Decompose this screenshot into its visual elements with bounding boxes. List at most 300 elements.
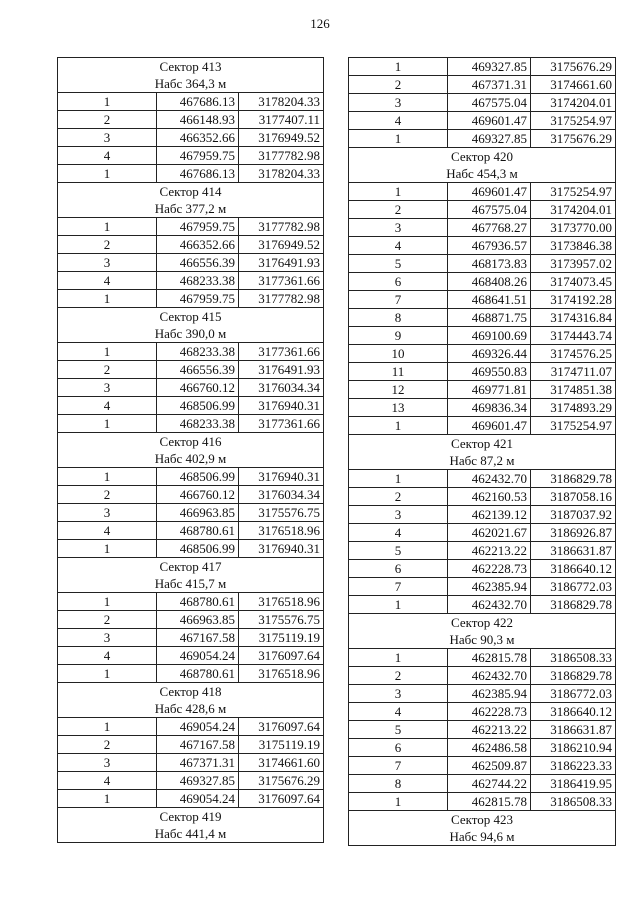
coord-y: 3176034.34 (239, 379, 324, 397)
coord-x: 462213.22 (448, 721, 531, 739)
point-number: 1 (58, 165, 157, 183)
sector-header-row (349, 811, 616, 829)
coordinate-row (349, 506, 616, 524)
coord-y: 3187058.16 (531, 488, 616, 506)
coordinate-row (349, 130, 616, 148)
coord-y: 3178204.33 (239, 165, 324, 183)
point-number: 8 (349, 309, 448, 327)
point-number: 4 (58, 522, 157, 540)
coord-y: 3186772.03 (531, 685, 616, 703)
coord-y: 3176940.31 (239, 540, 324, 558)
point-number: 2 (58, 486, 157, 504)
coord-x: 467167.58 (157, 736, 239, 754)
point-number: 1 (58, 665, 157, 683)
coordinate-row (349, 775, 616, 793)
coord-y: 3175676.29 (531, 58, 616, 76)
coord-y: 3186631.87 (531, 542, 616, 560)
coord-x: 462815.78 (448, 649, 531, 667)
point-number: 8 (349, 775, 448, 793)
coordinate-row (349, 327, 616, 345)
point-number: 2 (349, 201, 448, 219)
point-number: 2 (349, 76, 448, 94)
coord-y: 3187037.92 (531, 506, 616, 524)
coord-x: 466556.39 (157, 254, 239, 272)
coord-x: 468641.51 (448, 291, 531, 309)
coordinate-row (349, 596, 616, 614)
coord-x: 467936.57 (448, 237, 531, 255)
coord-x: 469550.83 (448, 363, 531, 381)
sector-title: Сектор 423 (349, 811, 616, 829)
coordinate-row (58, 468, 324, 486)
coord-x: 462432.70 (448, 470, 531, 488)
point-number: 3 (58, 379, 157, 397)
coord-y: 3174192.28 (531, 291, 616, 309)
point-number: 1 (58, 93, 157, 111)
coord-y: 3174661.60 (531, 76, 616, 94)
sector-title: Сектор 413 (58, 58, 324, 76)
coord-x: 466556.39 (157, 361, 239, 379)
sector-header-row (58, 450, 324, 468)
point-number: 3 (349, 506, 448, 524)
coord-y: 3177361.66 (239, 343, 324, 361)
point-number: 4 (58, 272, 157, 290)
coord-y: 3174893.29 (531, 399, 616, 417)
sector-title: Сектор 414 (58, 183, 324, 201)
sector-header-row (58, 808, 324, 826)
point-number: 3 (349, 685, 448, 703)
coord-x: 468506.99 (157, 468, 239, 486)
coord-y: 3175254.97 (531, 417, 616, 435)
coord-x: 462486.58 (448, 739, 531, 757)
coord-y: 3173770.00 (531, 219, 616, 237)
coord-x: 466760.12 (157, 379, 239, 397)
coord-y: 3174204.01 (531, 94, 616, 112)
coord-x: 466352.66 (157, 129, 239, 147)
sector-area: Набс 90,3 м (349, 631, 616, 649)
coordinate-row (349, 667, 616, 685)
point-number: 1 (349, 58, 448, 76)
point-number: 1 (58, 290, 157, 308)
coord-x: 466148.93 (157, 111, 239, 129)
sector-area: Набс 441,4 м (58, 825, 324, 843)
coord-x: 462432.70 (448, 667, 531, 685)
coord-x: 462385.94 (448, 685, 531, 703)
coord-y: 3186419.95 (531, 775, 616, 793)
coord-y: 3177407.11 (239, 111, 324, 129)
coordinate-row (349, 76, 616, 94)
coordinate-row (58, 290, 324, 308)
coord-y: 3186829.78 (531, 470, 616, 488)
sector-header-row (58, 325, 324, 343)
coordinate-row (58, 111, 324, 129)
point-number: 3 (58, 754, 157, 772)
sector-area: Набс 94,6 м (349, 828, 616, 846)
sector-header-row (58, 308, 324, 326)
coordinate-row (349, 649, 616, 667)
point-number: 2 (58, 611, 157, 629)
coordinate-row (58, 772, 324, 790)
coordinate-row (349, 309, 616, 327)
coordinate-row (58, 736, 324, 754)
coordinates-table-right (348, 57, 616, 846)
sector-title: Сектор 418 (58, 683, 324, 701)
sector-header-row (349, 452, 616, 470)
coordinate-row (349, 488, 616, 506)
coordinate-row (58, 754, 324, 772)
point-number: 1 (349, 470, 448, 488)
coordinate-row (349, 542, 616, 560)
coordinate-row (58, 397, 324, 415)
point-number: 2 (58, 236, 157, 254)
coord-x: 467167.58 (157, 629, 239, 647)
point-number: 4 (349, 703, 448, 721)
sector-area: Набс 454,3 м (349, 165, 616, 183)
coord-x: 468233.38 (157, 415, 239, 433)
sector-title: Сектор 415 (58, 308, 324, 326)
coordinate-row (349, 470, 616, 488)
point-number: 4 (58, 772, 157, 790)
coordinate-row (349, 219, 616, 237)
sector-header-row (58, 683, 324, 701)
coordinate-row (58, 379, 324, 397)
point-number: 2 (349, 488, 448, 506)
point-number: 4 (58, 397, 157, 415)
coord-y: 3186829.78 (531, 667, 616, 685)
coordinate-row (349, 291, 616, 309)
coord-y: 3175254.97 (531, 112, 616, 130)
point-number: 1 (58, 790, 157, 808)
coord-y: 3176518.96 (239, 665, 324, 683)
sector-title: Сектор 422 (349, 614, 616, 632)
point-number: 7 (349, 757, 448, 775)
point-number: 3 (58, 254, 157, 272)
coord-x: 462385.94 (448, 578, 531, 596)
coord-x: 469054.24 (157, 718, 239, 736)
coord-y: 3174073.45 (531, 273, 616, 291)
point-number: 9 (349, 327, 448, 345)
coord-y: 3176949.52 (239, 236, 324, 254)
sector-title: Сектор 417 (58, 558, 324, 576)
coord-x: 468506.99 (157, 397, 239, 415)
coord-y: 3176518.96 (239, 593, 324, 611)
coord-y: 3177782.98 (239, 218, 324, 236)
coordinate-row (349, 363, 616, 381)
coordinate-row (349, 685, 616, 703)
point-number: 2 (58, 736, 157, 754)
coordinate-row (349, 112, 616, 130)
coord-y: 3177782.98 (239, 147, 324, 165)
point-number: 1 (58, 343, 157, 361)
point-number: 1 (58, 540, 157, 558)
sector-header-row (58, 183, 324, 201)
point-number: 1 (58, 218, 157, 236)
coord-x: 467959.75 (157, 147, 239, 165)
point-number: 13 (349, 399, 448, 417)
coord-x: 466352.66 (157, 236, 239, 254)
point-number: 6 (349, 273, 448, 291)
sector-header-row (58, 558, 324, 576)
point-number: 1 (58, 468, 157, 486)
point-number: 5 (349, 255, 448, 273)
coordinate-row (58, 343, 324, 361)
point-number: 3 (349, 94, 448, 112)
coord-x: 469601.47 (448, 417, 531, 435)
coord-x: 469054.24 (157, 647, 239, 665)
coordinate-row (58, 236, 324, 254)
coord-x: 468780.61 (157, 522, 239, 540)
coord-y: 3175576.75 (239, 611, 324, 629)
coordinate-row (349, 201, 616, 219)
coord-y: 3174576.25 (531, 345, 616, 363)
point-number: 7 (349, 578, 448, 596)
coord-x: 467371.31 (157, 754, 239, 772)
coordinate-row (58, 361, 324, 379)
point-number: 10 (349, 345, 448, 363)
point-number: 6 (349, 560, 448, 578)
coord-x: 462228.73 (448, 560, 531, 578)
coord-x: 469054.24 (157, 790, 239, 808)
point-number: 4 (349, 524, 448, 542)
point-number: 2 (58, 361, 157, 379)
coordinate-row (58, 665, 324, 683)
coord-x: 468408.26 (448, 273, 531, 291)
point-number: 5 (349, 542, 448, 560)
coord-y: 3186223.33 (531, 757, 616, 775)
coord-y: 3177361.66 (239, 415, 324, 433)
coordinate-row (349, 381, 616, 399)
coordinate-row (58, 254, 324, 272)
point-number: 3 (58, 504, 157, 522)
point-number: 4 (349, 112, 448, 130)
point-number: 1 (349, 649, 448, 667)
coord-x: 468506.99 (157, 540, 239, 558)
coord-x: 468233.38 (157, 343, 239, 361)
coord-y: 3174443.74 (531, 327, 616, 345)
sector-header-row (349, 148, 616, 166)
sector-area: Набс 415,7 м (58, 575, 324, 593)
coordinate-row (58, 218, 324, 236)
coordinate-row (58, 147, 324, 165)
point-number: 2 (58, 111, 157, 129)
sector-header-row (349, 614, 616, 632)
coord-x: 462021.67 (448, 524, 531, 542)
coordinate-row (58, 647, 324, 665)
coordinate-row (349, 183, 616, 201)
sector-header-row (349, 165, 616, 183)
coord-x: 469327.85 (157, 772, 239, 790)
point-number: 11 (349, 363, 448, 381)
point-number: 12 (349, 381, 448, 399)
coord-y: 3176949.52 (239, 129, 324, 147)
sector-header-row (58, 700, 324, 718)
point-number: 3 (349, 219, 448, 237)
coord-y: 3186640.12 (531, 560, 616, 578)
coord-x: 468173.83 (448, 255, 531, 273)
coord-y: 3176518.96 (239, 522, 324, 540)
sector-area: Набс 390,0 м (58, 325, 324, 343)
coord-x: 469327.85 (448, 58, 531, 76)
coord-x: 467686.13 (157, 165, 239, 183)
coordinate-row (349, 793, 616, 811)
coord-y: 3175676.29 (239, 772, 324, 790)
coordinate-row (349, 757, 616, 775)
coord-y: 3176097.64 (239, 647, 324, 665)
coordinates-table-left (57, 57, 324, 843)
coord-x: 466963.85 (157, 611, 239, 629)
coord-x: 468780.61 (157, 665, 239, 683)
coordinate-row (58, 629, 324, 647)
coord-x: 467959.75 (157, 218, 239, 236)
point-number: 6 (349, 739, 448, 757)
coordinate-row (58, 415, 324, 433)
coordinate-row (58, 540, 324, 558)
coord-x: 462815.78 (448, 793, 531, 811)
coord-y: 3186926.87 (531, 524, 616, 542)
sector-header-row (58, 433, 324, 451)
coord-y: 3175254.97 (531, 183, 616, 201)
coord-y: 3186210.94 (531, 739, 616, 757)
point-number: 1 (58, 593, 157, 611)
point-number: 3 (58, 629, 157, 647)
coord-x: 462213.22 (448, 542, 531, 560)
sector-title: Сектор 421 (349, 435, 616, 453)
point-number: 3 (58, 129, 157, 147)
coordinate-row (349, 399, 616, 417)
coord-y: 3176940.31 (239, 468, 324, 486)
coord-y: 3186640.12 (531, 703, 616, 721)
coord-x: 468233.38 (157, 272, 239, 290)
coord-y: 3175676.29 (531, 130, 616, 148)
coord-x: 467371.31 (448, 76, 531, 94)
sector-header-row (58, 58, 324, 76)
coordinate-row (349, 524, 616, 542)
coord-y: 3173846.38 (531, 237, 616, 255)
sector-area: Набс 364,3 м (58, 75, 324, 93)
coord-x: 469327.85 (448, 130, 531, 148)
sector-title: Сектор 420 (349, 148, 616, 166)
coordinate-row (58, 522, 324, 540)
coord-x: 467768.27 (448, 219, 531, 237)
coord-y: 3176034.34 (239, 486, 324, 504)
point-number: 1 (58, 415, 157, 433)
coord-x: 466963.85 (157, 504, 239, 522)
coordinate-row (349, 255, 616, 273)
coord-x: 467686.13 (157, 93, 239, 111)
coord-x: 467959.75 (157, 290, 239, 308)
coord-y: 3174851.38 (531, 381, 616, 399)
coord-x: 468871.75 (448, 309, 531, 327)
coordinate-row (349, 273, 616, 291)
sector-header-row (58, 75, 324, 93)
coordinate-row (58, 165, 324, 183)
coord-x: 466760.12 (157, 486, 239, 504)
coord-y: 3186772.03 (531, 578, 616, 596)
coord-x: 469601.47 (448, 112, 531, 130)
coord-y: 3186631.87 (531, 721, 616, 739)
sector-title: Сектор 416 (58, 433, 324, 451)
point-number: 1 (349, 417, 448, 435)
point-number: 1 (349, 793, 448, 811)
sector-header-row (58, 575, 324, 593)
coord-y: 3174204.01 (531, 201, 616, 219)
point-number: 4 (58, 647, 157, 665)
coord-y: 3174711.07 (531, 363, 616, 381)
coordinate-row (349, 237, 616, 255)
point-number: 1 (349, 183, 448, 201)
coordinate-row (349, 417, 616, 435)
sector-area: Набс 428,6 м (58, 700, 324, 718)
coordinate-row (349, 560, 616, 578)
coord-y: 3186829.78 (531, 596, 616, 614)
coord-x: 468780.61 (157, 593, 239, 611)
coord-y: 3176097.64 (239, 790, 324, 808)
coordinate-row (58, 272, 324, 290)
coordinate-row (349, 94, 616, 112)
coord-y: 3176940.31 (239, 397, 324, 415)
sector-header-row (349, 828, 616, 846)
coord-x: 462509.87 (448, 757, 531, 775)
coordinate-row (58, 790, 324, 808)
sector-area: Набс 377,2 м (58, 200, 324, 218)
coord-x: 469771.81 (448, 381, 531, 399)
sector-header-row (349, 435, 616, 453)
coordinate-row (349, 58, 616, 76)
coord-y: 3186508.33 (531, 649, 616, 667)
coord-x: 469601.47 (448, 183, 531, 201)
coordinate-row (58, 129, 324, 147)
coord-x: 462228.73 (448, 703, 531, 721)
coord-y: 3186508.33 (531, 793, 616, 811)
coordinate-row (58, 593, 324, 611)
coord-x: 467575.04 (448, 94, 531, 112)
coord-y: 3176491.93 (239, 254, 324, 272)
coordinate-row (349, 721, 616, 739)
sector-header-row (58, 200, 324, 218)
coordinate-row (349, 345, 616, 363)
point-number: 4 (349, 237, 448, 255)
sector-area: Набс 87,2 м (349, 452, 616, 470)
coord-x: 469100.69 (448, 327, 531, 345)
coordinate-row (58, 504, 324, 522)
sector-area: Набс 402,9 м (58, 450, 324, 468)
coordinate-row (58, 718, 324, 736)
coord-y: 3176491.93 (239, 361, 324, 379)
page-number: 126 (310, 16, 330, 31)
coord-x: 462744.22 (448, 775, 531, 793)
point-number: 1 (349, 596, 448, 614)
sector-header-row (58, 825, 324, 843)
coord-y: 3178204.33 (239, 93, 324, 111)
coord-y: 3175119.19 (239, 629, 324, 647)
coord-y: 3174316.84 (531, 309, 616, 327)
coord-x: 462432.70 (448, 596, 531, 614)
point-number: 1 (349, 130, 448, 148)
coord-x: 469326.44 (448, 345, 531, 363)
coordinate-row (58, 486, 324, 504)
coord-y: 3176097.64 (239, 718, 324, 736)
coord-y: 3175576.75 (239, 504, 324, 522)
coord-y: 3174661.60 (239, 754, 324, 772)
point-number: 4 (58, 147, 157, 165)
coordinate-row (58, 93, 324, 111)
coordinate-row (58, 611, 324, 629)
coordinate-row (349, 739, 616, 757)
point-number: 5 (349, 721, 448, 739)
sector-title: Сектор 419 (58, 808, 324, 826)
coord-x: 462139.12 (448, 506, 531, 524)
point-number: 7 (349, 291, 448, 309)
point-number: 2 (349, 667, 448, 685)
